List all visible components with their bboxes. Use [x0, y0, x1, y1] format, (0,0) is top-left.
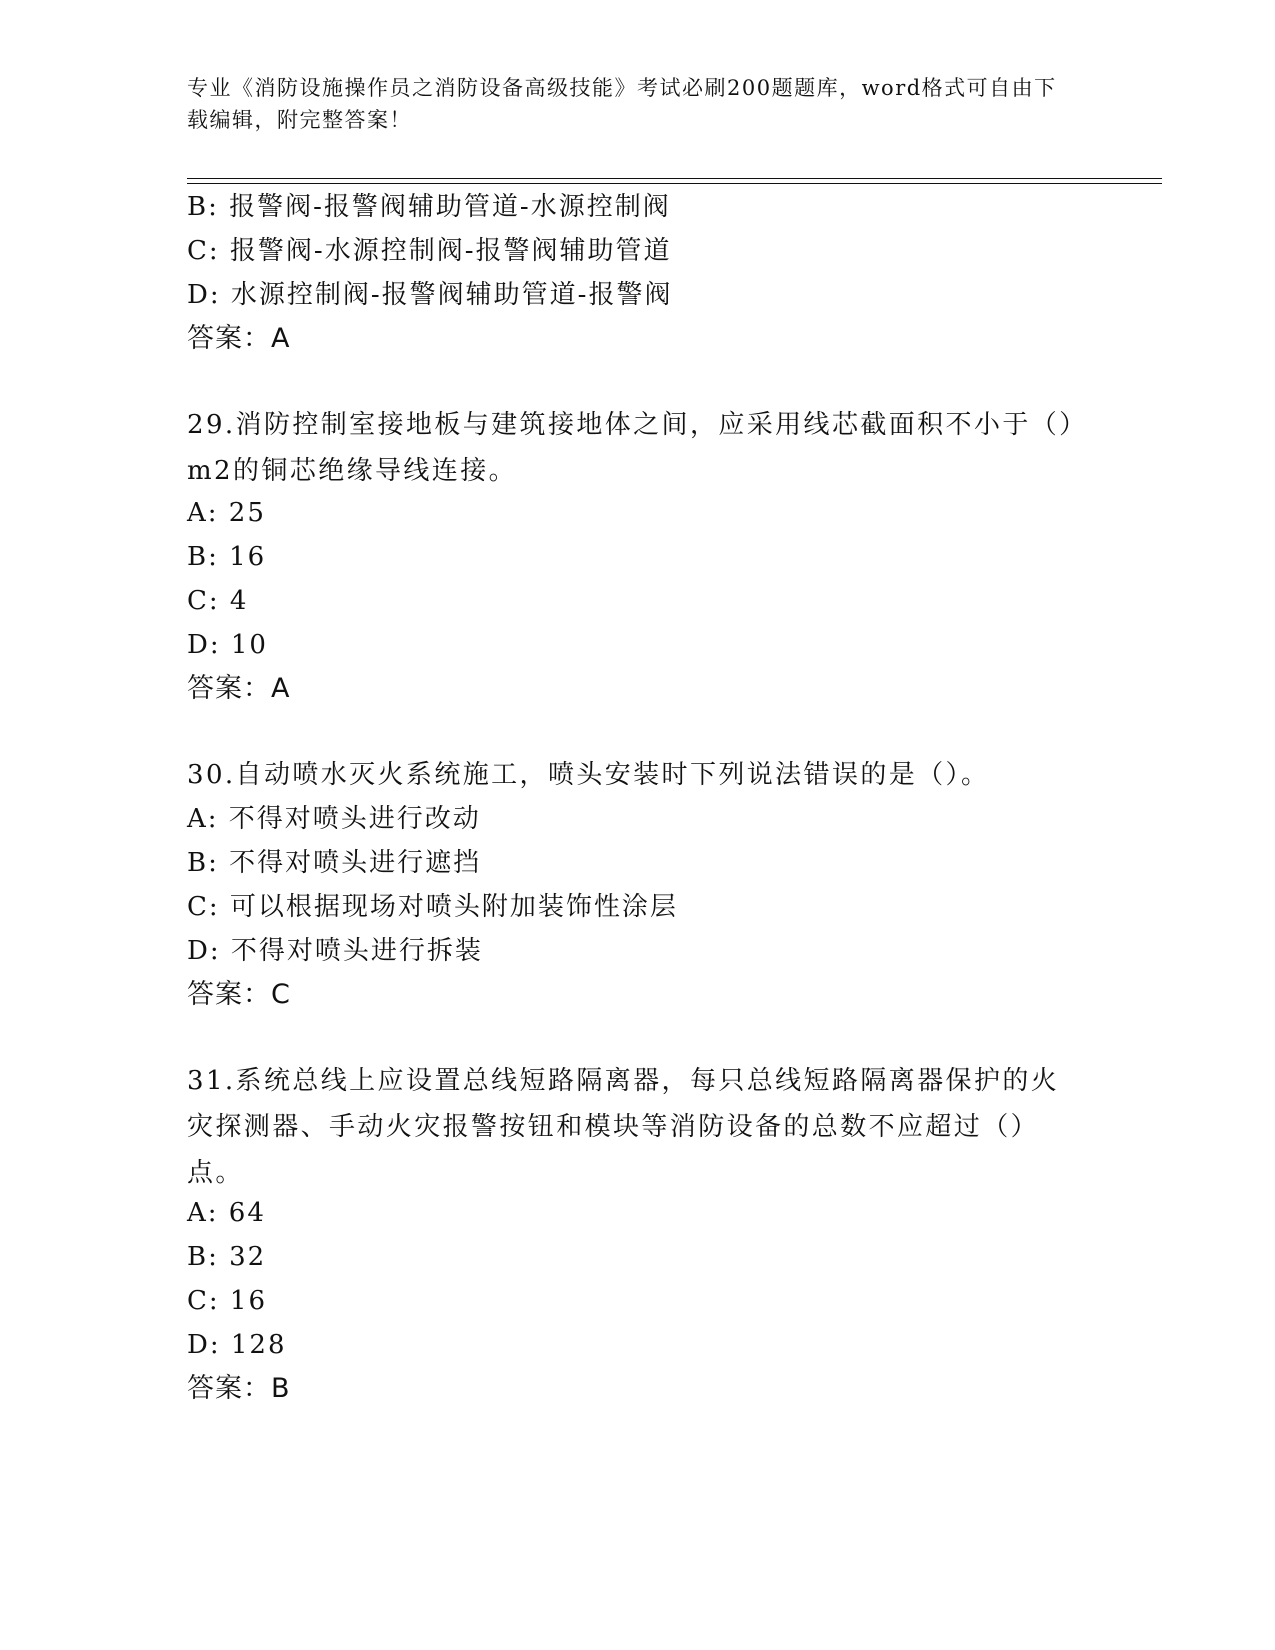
q29-option-b: B: 16 — [187, 542, 267, 572]
q30-option-c: C: 可以根据现场对喷头附加装饰性涂层 — [187, 892, 678, 922]
q31-option-a: A: 64 — [187, 1198, 266, 1228]
q28-answer: 答案：A — [187, 323, 291, 354]
q29-answer: 答案：A — [187, 673, 291, 704]
document-page — [187, 0, 1162, 1650]
q30-option-a: A: 不得对喷头进行改动 — [187, 804, 481, 834]
q29-option-c: C: 4 — [187, 586, 249, 616]
q31-option-c: C: 16 — [187, 1286, 268, 1316]
q30-question: 30.自动喷水灭火系统施工，喷头安装时下列说法错误的是（）。 — [187, 760, 990, 790]
q31-answer: 答案：B — [187, 1373, 291, 1404]
q29-option-a: A: 25 — [187, 498, 266, 528]
q30-option-b: B: 不得对喷头进行遮挡 — [187, 848, 482, 878]
q31-option-d: D: 128 — [187, 1330, 287, 1360]
q29-option-d: D: 10 — [187, 630, 268, 660]
header-divider-top — [187, 178, 1162, 179]
q30-option-d: D: 不得对喷头进行拆装 — [187, 936, 483, 966]
q31-question: 31.系统总线上应设置总线短路隔离器，每只总线短路隔离器保护的火灾探测器、手动火灾报警按钮和模块等消防设备的总数不应超过（）点。 — [187, 1066, 1060, 1188]
document-header: 专业《消防设施操作员之消防设备高级技能》考试必刷200题题库，word格式可自由下载编辑，附完整答案！ — [187, 76, 1057, 132]
q29-question: 29.消防控制室接地板与建筑接地体之间，应采用线芯截面积不小于（）m2的铜芯绝缘导线连接。 — [187, 410, 1075, 486]
q31-option-b: B: 32 — [187, 1242, 267, 1272]
q28-option-c: C: 报警阀-水源控制阀-报警阀辅助管道 — [187, 236, 672, 266]
q30-answer: 答案：C — [187, 979, 291, 1010]
q28-option-b: B: 报警阀-报警阀辅助管道-水源控制阀 — [187, 192, 671, 222]
q28-option-d: D: 水源控制阀-报警阀辅助管道-报警阀 — [187, 280, 673, 310]
